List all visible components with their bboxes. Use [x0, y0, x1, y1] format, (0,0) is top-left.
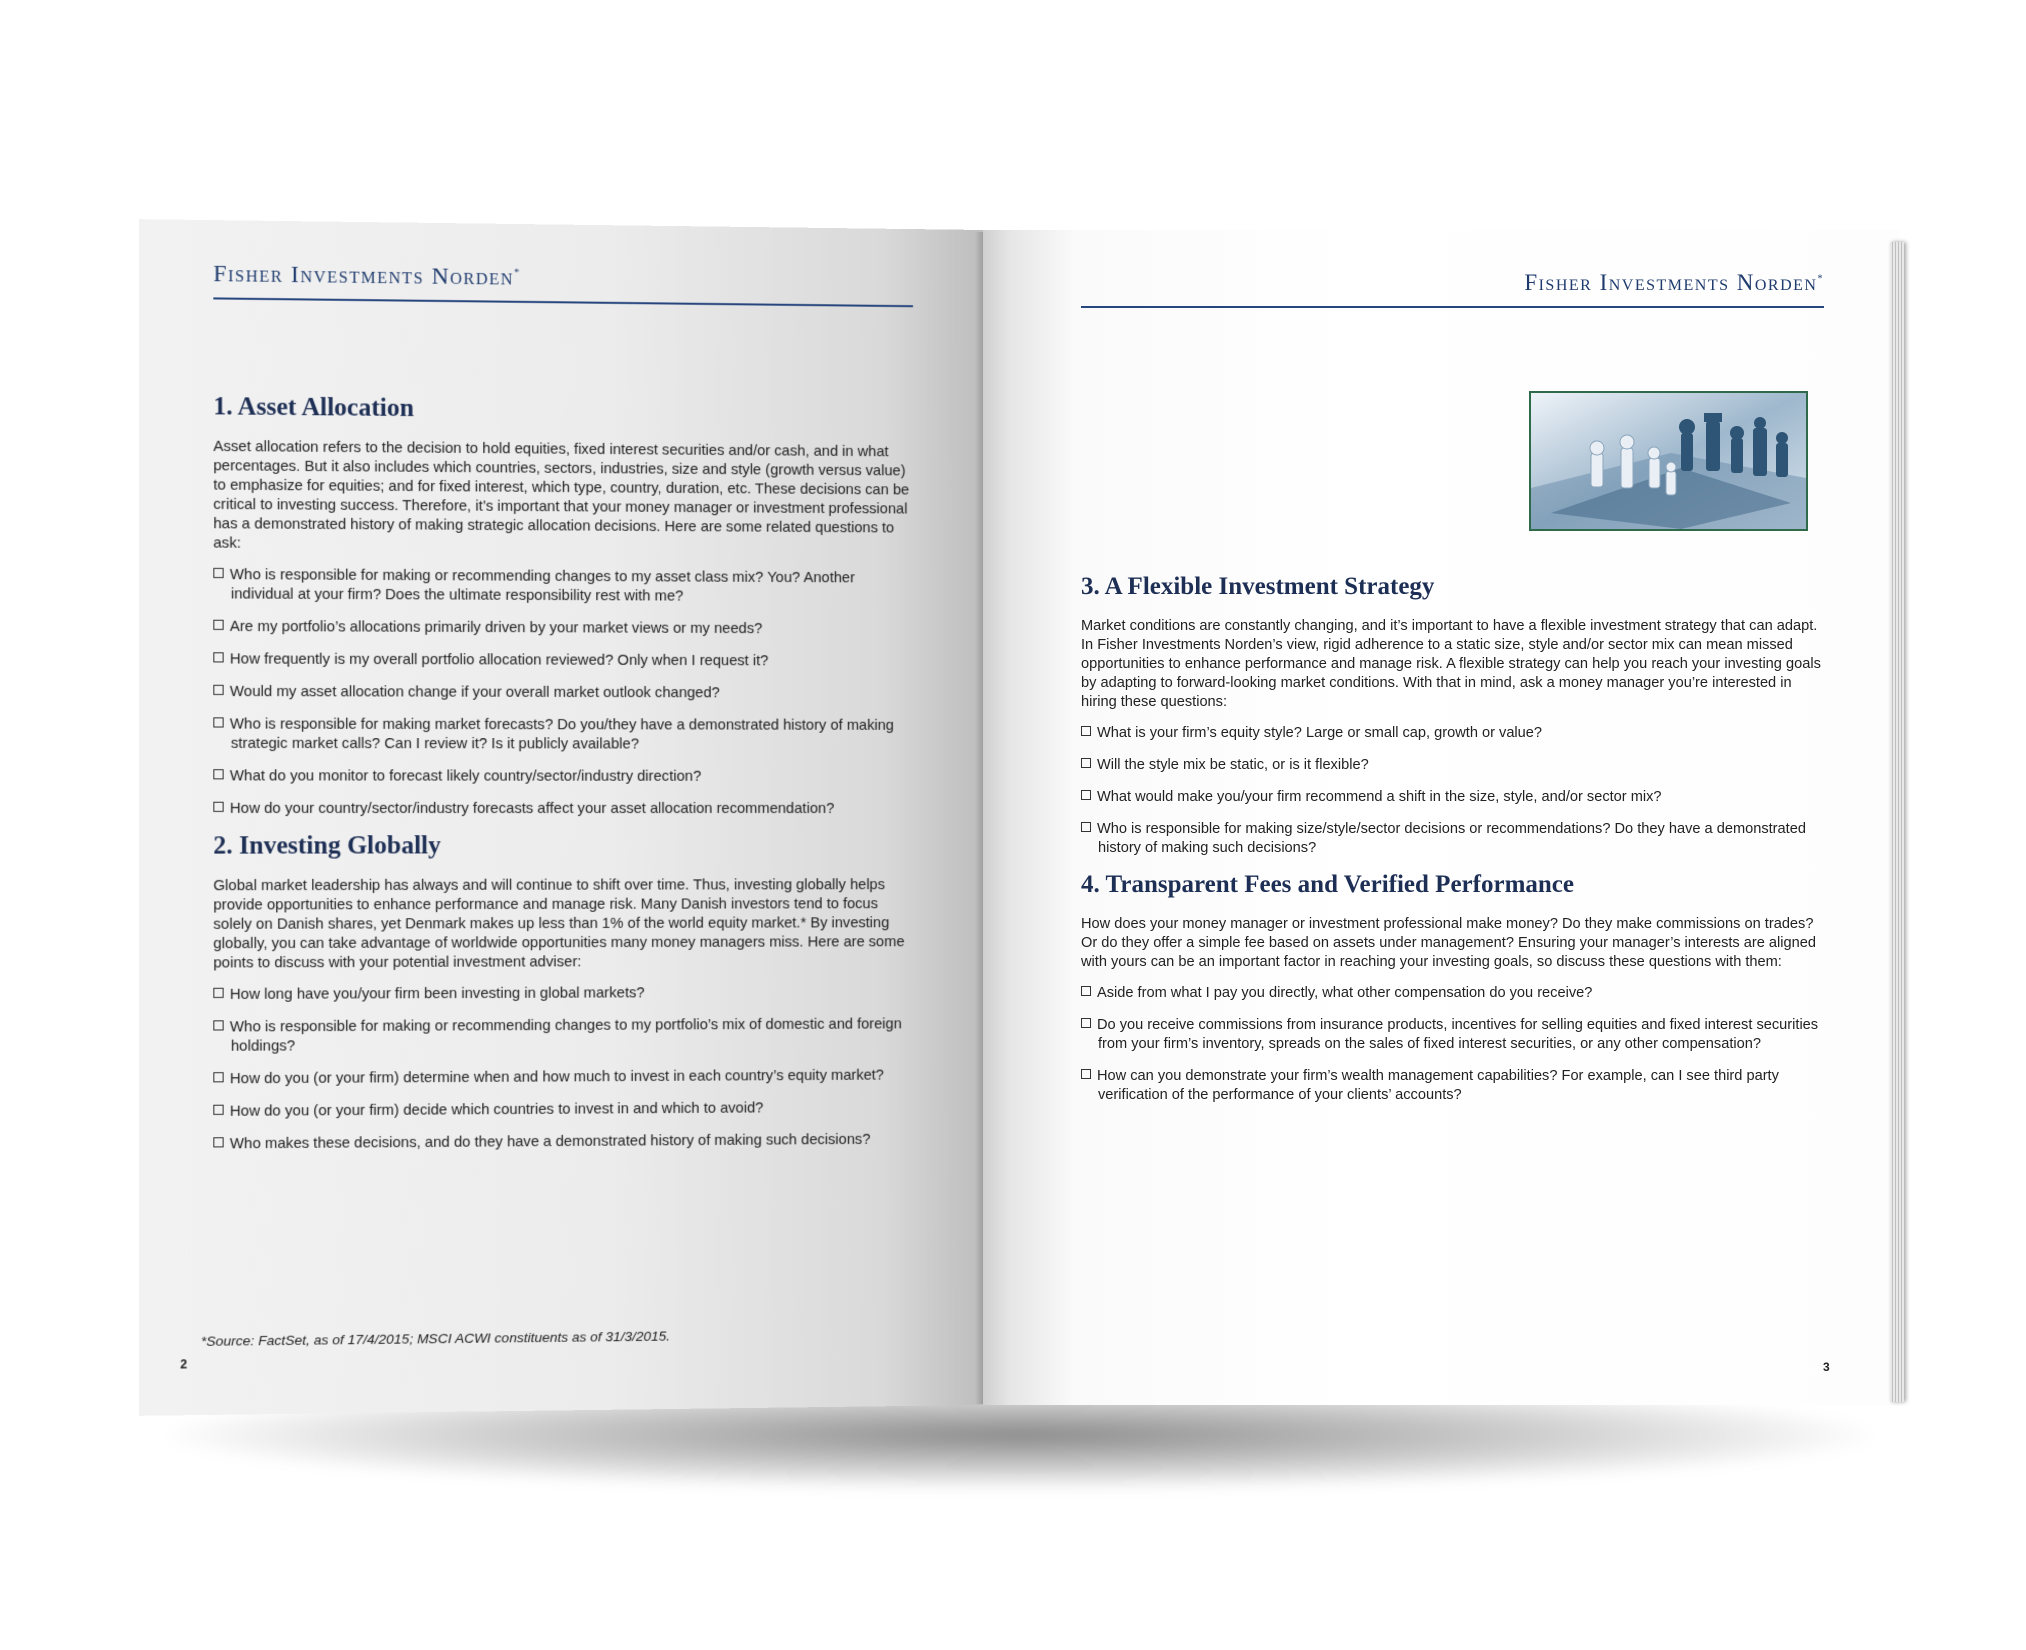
checkbox-icon[interactable]	[213, 1137, 223, 1147]
question-item: Who is responsible for making or recommending changes to my portfolio’s mix of domestic and foreign holdings?	[213, 1015, 913, 1057]
question-item: What do you monitor to forecast likely country/sector/industry direction?	[213, 767, 913, 787]
section-title-investing-globally: 2. Investing Globally	[213, 832, 441, 860]
chess-pieces-photo-icon	[1529, 391, 1808, 531]
question-item: How do you (or your firm) decide which countries to invest in and which to avoid?	[213, 1098, 913, 1122]
page-stack-edge	[1890, 242, 1904, 1402]
section-intro: Asset allocation refers to the decision to hold equities, fixed interest securities and/or cash, and in what percentages. But it also includes which countries, sectors, industries, size and style (growth versus value) to emphasize for equities; and for fixed interest, which type, country, duration, etc. These decisions can be critical to investing success. Therefore, it’s important that your money manager or investment professional has a demonstrated history of making strategic allocation decisions. Here are some related questions to ask:	[213, 438, 910, 552]
question-item: Who makes these decisions, and do they have a demonstrated history of making such decisions?	[213, 1130, 913, 1154]
question-item: How long have you/your firm been investing in global markets?	[213, 983, 913, 1005]
footnote: *Source: FactSet, as of 17/4/2015; MSCI ACWI constituents as of 31/3/2015.	[200, 1328, 671, 1349]
checkbox-icon[interactable]	[213, 652, 223, 662]
chess-board-illustration	[1531, 393, 1806, 529]
checkbox-icon[interactable]	[1081, 758, 1091, 768]
question-item: Will the style mix be static, or is it flexible?	[1081, 756, 1824, 775]
left-page	[139, 219, 983, 1416]
question-item: How do your country/sector/industry forecasts affect your asset allocation recommendation?	[213, 800, 913, 819]
right-page-header	[1081, 270, 1824, 308]
checkbox-icon[interactable]	[213, 1072, 223, 1082]
question-item: How do you (or your firm) determine when and how much to invest in each country’s equity market?	[213, 1066, 913, 1089]
checkbox-icon[interactable]	[1081, 822, 1091, 832]
question-item: Would my asset allocation change if your overall market outlook changed?	[213, 683, 913, 704]
checkbox-icon[interactable]	[213, 988, 223, 998]
question-item: Are my portfolio’s allocations primarily driven by your market views or my needs?	[213, 618, 913, 640]
checkbox-icon[interactable]	[1081, 1069, 1091, 1079]
section-title-transparent-fees: 4. Transparent Fees and Verified Performance	[1081, 871, 1574, 898]
question-item: Who is responsible for making or recommending changes to my asset class mix? You? Another individual at your firm? Does the ultimate responsibility rest with me?	[213, 566, 913, 608]
question-list	[213, 983, 913, 1154]
checkbox-icon[interactable]	[1081, 1018, 1091, 1028]
checkbox-icon[interactable]	[213, 1020, 223, 1030]
question-item: What is your firm’s equity style? Large or small cap, growth or value?	[1081, 724, 1824, 743]
checkbox-icon[interactable]	[213, 769, 223, 779]
checkbox-icon[interactable]	[1081, 726, 1091, 736]
checkbox-icon[interactable]	[1081, 986, 1091, 996]
page-number: 3	[1823, 1360, 1830, 1374]
question-item: Who is responsible for making size/style/sector decisions or recommendations? Do they have a demonstrated history of making such decisions?	[1081, 820, 1824, 858]
checkbox-icon[interactable]	[213, 620, 223, 630]
section-title-asset-allocation: 1. Asset Allocation	[213, 392, 414, 423]
checkbox-icon[interactable]	[1081, 790, 1091, 800]
question-list	[1081, 724, 1824, 858]
question-list	[213, 566, 913, 819]
section-intro: How does your money manager or investment professional make money? Do they make commissions on trades? Or do they offer a simple fee based on assets under management? Ensuring your manager’s interests are aligned with yours can be an important factor in reaching your investing goals, so discuss these questions with them:	[1081, 916, 1816, 970]
page-number: 2	[180, 1357, 188, 1372]
checkbox-icon[interactable]	[213, 717, 223, 727]
question-item: What would make you/your firm recommend a shift in the size, style, and/or sector mix?	[1081, 788, 1824, 807]
section-intro: Global market leadership has always and will continue to shift over time. Thus, investing globally helps provide opportunities to enhance performance and manage risk. Many Danish investors tend to focus solely on Danish shares, yet Denmark makes up less than 1% of the world equity market.* By investing globally, you can take advantage of worldwide opportunities many money managers miss. Here are some points to discuss with your potential investment adviser:	[213, 877, 905, 972]
question-item: How frequently is my overall portfolio allocation reviewed? Only when I request it?	[213, 650, 913, 672]
section-title-flexible-strategy: 3. A Flexible Investment Strategy	[1081, 573, 1435, 600]
question-item: Aside from what I pay you directly, what other compensation do you receive?	[1081, 984, 1824, 1003]
checkbox-icon[interactable]	[213, 1105, 223, 1115]
question-item: How can you demonstrate your firm’s wealth management capabilities? For example, can I see third party verification of the performance of your clients’ accounts?	[1081, 1067, 1824, 1105]
checkbox-icon[interactable]	[213, 568, 223, 578]
question-item: Who is responsible for making market forecasts? Do you/they have a demonstrated history of making strategic market calls? Can I review it? Is it publicly available?	[213, 715, 913, 755]
checkbox-icon[interactable]	[213, 685, 223, 695]
question-list	[1081, 984, 1824, 1105]
section-intro: Market conditions are constantly changing, and it’s important to have a flexible investment strategy that can adapt. In Fisher Investments Norden’s view, rigid adherence to a static size, style and/or sector mix can mean missed opportunities to enhance performance and manage risk. A flexible strategy can help you reach your investing goals by adapting to forward-looking market conditions. With that in mind, ask a money manager you’re interested in hiring these questions:	[1081, 618, 1821, 710]
question-item: Do you receive commissions from insurance products, incentives for selling equities and fixed interest securities from your firm’s inventory, spreads on the sales of fixed interest securities, or any other compensation?	[1081, 1016, 1824, 1054]
brand-name: Fisher Investments Norden*	[213, 260, 521, 290]
brand-name: Fisher Investments Norden*	[1524, 270, 1824, 295]
checkbox-icon[interactable]	[213, 802, 223, 812]
